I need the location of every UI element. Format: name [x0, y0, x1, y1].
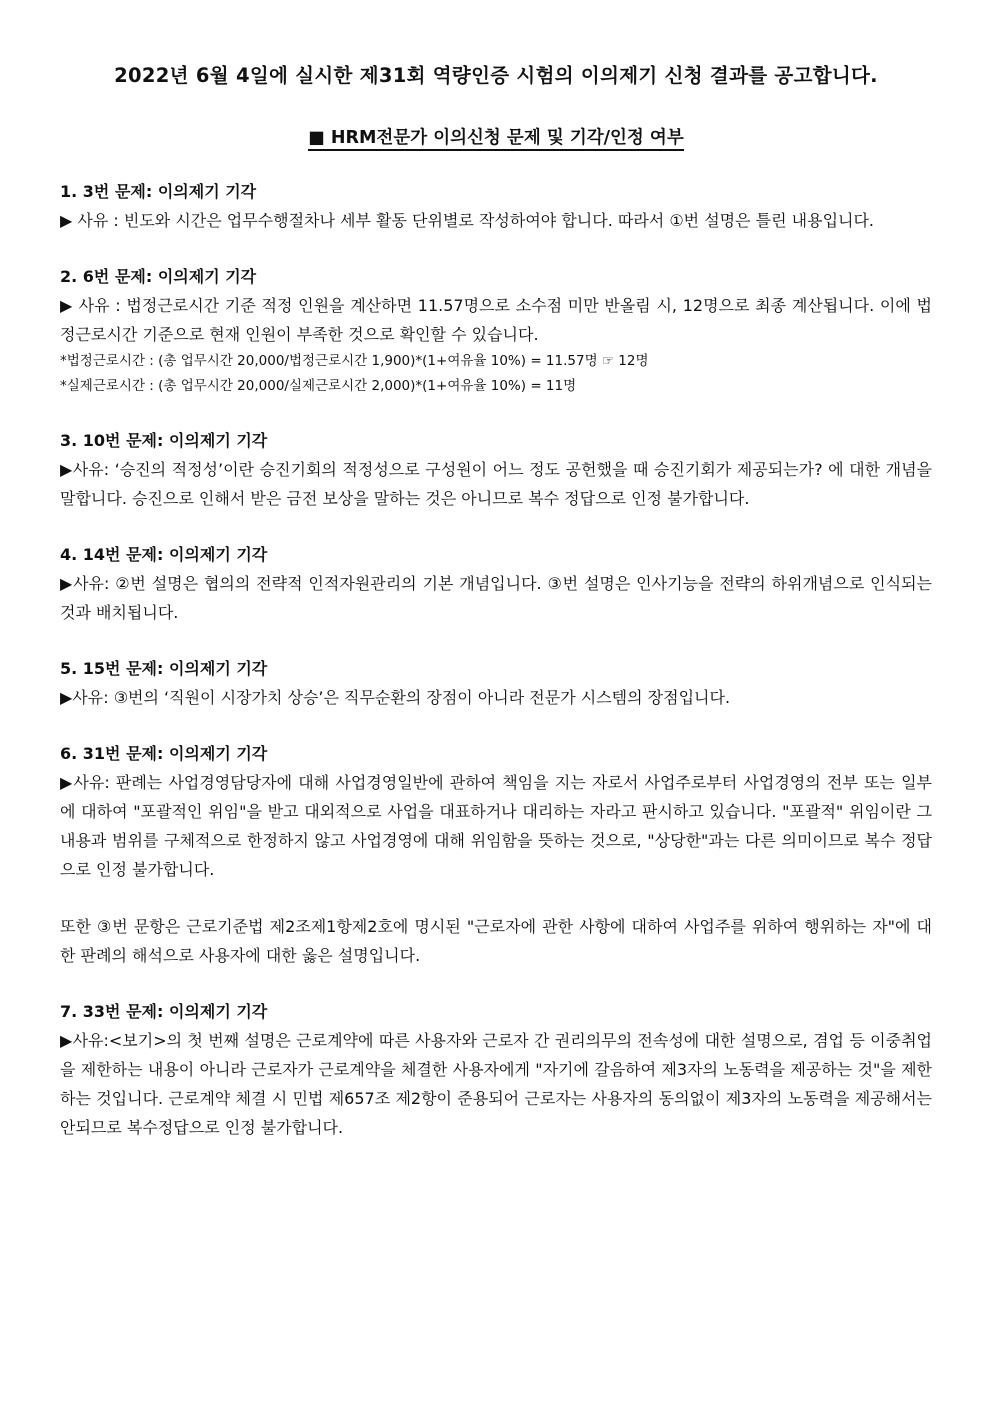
item-heading: 2. 6번 문제: 이의제기 기각 [60, 267, 257, 286]
item-heading: 7. 33번 문제: 이의제기 기각 [60, 1002, 268, 1021]
item-additional-reason: 또한 ③번 문항은 근로기준법 제2조제1항제2호에 명시된 "근로자에 관한 사항에 대하여 사업주를 위하여 행위하는 자"에 대한 판례의 해석으로 사용자에 대한 옳은 설명입니다. [60, 917, 932, 965]
item-q3 [60, 177, 932, 235]
item-q15 [60, 654, 932, 712]
item-q14 [60, 540, 932, 627]
item-heading: 5. 15번 문제: 이의제기 기각 [60, 659, 268, 678]
section-header-underline [308, 128, 684, 151]
item-heading: 4. 14번 문제: 이의제기 기각 [60, 545, 268, 564]
page-title: 2022년 6월 4일에 실시한 제31회 역량인증 시험의 이의제기 신청 결과를 공고합니다. [114, 64, 878, 87]
document-page [60, 60, 932, 1169]
item-q33 [60, 997, 932, 1142]
section-title: HRM전문가 이의신청 문제 및 기각/인정 여부 [330, 128, 684, 148]
item-reason: ▶사유: ③번의 ‘직원이 시장가치 상승’은 직무순환의 장점이 아니라 전문가 시스템의 장점입니다. [60, 688, 731, 707]
item-reason: ▶사유:<보기>의 첫 번째 설명은 근로계약에 따른 사용자와 근로자 간 권리의무의 전속성에 대한 설명으로, 겸업 등 이중취업을 제한하는 내용이 아니라 근로자가 근로계약을 체결한 사용자에게 "자기에 갈음하여 제3자의 노동력을 제공하는 것"을 제한하는 것입니다. 근로계약 체결 시 민법 제657조 제2항이 준용되어 근로자는 사용자의 동의없이 제3자의 노동력을 제공해서는 안되므로 복수정답으로 인정 불가합니다. [60, 1031, 932, 1137]
item-reason: ▶사유: 판례는 사업경영담당자에 대해 사업경영일반에 관하여 책임을 지는 자로서 사업주로부터 사업경영의 전부 또는 일부에 대하여 "포괄적인 위임"을 받고 대외적으로 사업을 대표하거나 대리하는 자라고 판시하고 있습니다. "포괄적" 위임이란 그 내용과 범위를 구체적으로 한정하지 않고 사업경영에 대해 위임함을 뜻하는 것으로, "상당한"과는 다른 의미이므로 복수 정답으로 인정 불가합니다. [60, 773, 932, 879]
item-reason: ▶사유: ②번 설명은 협의의 전략적 인적자원관리의 기본 개념입니다. ③번 설명은 인사기능을 전략의 하위개념으로 인식되는 것과 배치됩니다. [60, 574, 932, 622]
item-reason: ▶ 사유 : 법정근로시간 기준 적정 인원을 계산하면 11.57명으로 소수점 미만 반올림 시, 12명으로 최종 계산됩니다. 이에 법정근로시간 기준으로 현재 인원이 부족한 것으로 확인할 수 있습니다. [60, 296, 932, 344]
item-heading: 1. 3번 문제: 이의제기 기각 [60, 182, 257, 201]
square-bullet-icon: ■ [308, 128, 325, 148]
item-q31 [60, 739, 932, 970]
item-reason: ▶사유: ‘승진의 적정성’이란 승진기회의 적정성으로 구성원이 어느 정도 공헌했을 때 승진기회가 제공되는가? 에 대한 개념을 말합니다. 승진으로 인해서 받은 금전 보상을 말하는 것은 아니므로 복수 정답으로 인정 불가합니다. [60, 460, 932, 508]
calc-note-legal-hours: *법정근로시간 : (총 업무시간 20,000/법정근로시간 1,900)*(1+여유율 10%) = 11.57명 ☞ 12명 [60, 353, 649, 369]
item-reason: ▶ 사유 : 빈도와 시간은 업무수행절차나 세부 활동 단위별로 작성하여야 합니다. 따라서 ①번 설명은 틀린 내용입니다. [60, 211, 875, 230]
section-header [60, 124, 932, 149]
item-heading: 3. 10번 문제: 이의제기 기각 [60, 431, 268, 450]
item-heading: 6. 31번 문제: 이의제기 기각 [60, 744, 268, 763]
item-q6 [60, 262, 932, 399]
calc-note-actual-hours: *실제근로시간 : (총 업무시간 20,000/실제근로시간 2,000)*(1+여유율 10%) = 11명 [60, 378, 577, 394]
item-q10 [60, 426, 932, 513]
